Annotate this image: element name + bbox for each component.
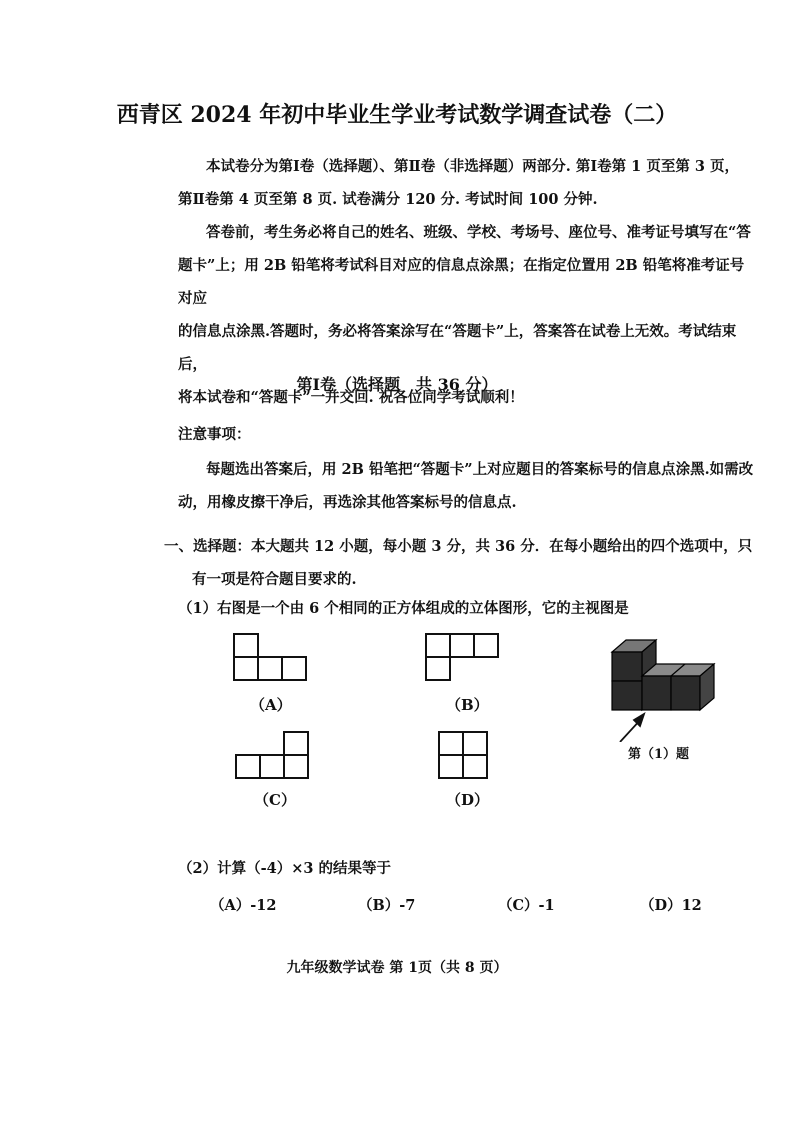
exam-title: 西青区 2024 年初中毕业生学业考试数学调查试卷（二）: [116, 102, 678, 128]
q2-option-a: （A）-12: [210, 897, 277, 914]
intro-paragraph-1: [178, 150, 758, 216]
notes-line: 动，用橡皮擦干净后，再选涂其他答案标号的信息点.: [178, 494, 517, 511]
intro-line: 将本试卷和“答题卡”一并交回. 祝各位同学考试顺利！: [178, 389, 524, 406]
page-footer: 九年级数学试卷 第 1页（共 8 页）: [286, 960, 508, 976]
part1-instructions: [164, 530, 758, 596]
question-1-text: （1）右图是一个由 6 个相同的正方体组成的立体图形，它的主视图是: [178, 600, 629, 617]
notes-heading: 注意事项：: [178, 426, 251, 443]
figure-caption: 第（1）题: [628, 747, 690, 762]
intro-line: 的信息点涂黑.答题时，务必将答案涂写在“答题卡”上，答案答在试卷上无效。考试结束后，: [178, 323, 737, 373]
option-c-figure: [234, 730, 310, 780]
intro-line: 题卡”上；用 2B 铅笔将考试科目对应的信息点涂黑；在指定位置用 2B 铅笔将准考证号对应: [178, 257, 745, 307]
option-b-label: （B）: [446, 696, 489, 714]
option-c-label: （C）: [254, 791, 296, 809]
part1-line: 一、选择题：本大题共 12 小题，每小题 3 分，共 36 分．在每小题给出的四个选项中，只: [164, 538, 753, 555]
intro-line: 答卷前，考生务必将自己的姓名、班级、学校、考场号、座位号、准考证号填写在“答: [206, 224, 751, 241]
option-d-figure: [437, 730, 489, 780]
intro-line: 第Ⅱ卷第 4 页至第 8 页. 试卷满分 120 分. 考试时间 100 分钟.: [178, 191, 598, 208]
q2-option-d: （D）12: [640, 897, 702, 914]
notes-line: 每题选出答案后，用 2B 铅笔把“答题卡”上对应题目的答案标号的信息点涂黑.如需改: [206, 461, 754, 478]
intro-line: 本试卷分为第Ⅰ卷（选择题）、第Ⅱ卷（非选择题）两部分. 第Ⅰ卷第 1 页至第 3 页，: [206, 158, 739, 175]
option-b-figure: [424, 632, 500, 682]
part1-line: 有一项是符合题目要求的.: [192, 571, 357, 588]
section-title: 第Ⅰ卷（选择题 共 36 分）: [296, 375, 498, 394]
cube-solid-figure: [604, 632, 724, 742]
option-a-label: （A）: [250, 696, 292, 714]
option-d-label: （D）: [446, 791, 490, 809]
q2-option-c: （C）-1: [498, 897, 555, 914]
option-a-figure: [232, 632, 308, 682]
notes-paragraph: [178, 453, 758, 519]
q2-option-b: （B）-7: [358, 897, 416, 914]
question-2-text: （2）计算（-4）×3 的结果等于: [178, 860, 391, 877]
